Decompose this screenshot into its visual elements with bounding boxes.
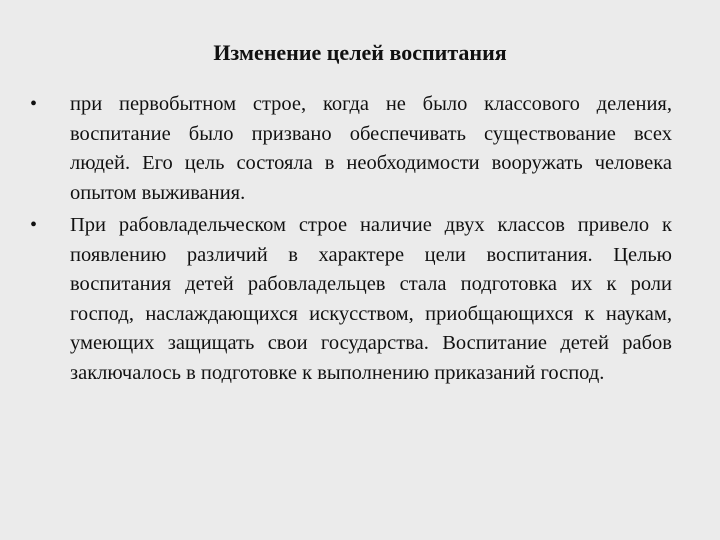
slide-title: Изменение целей воспитания bbox=[213, 40, 507, 65]
bullet-item bbox=[30, 211, 672, 388]
bullet-item bbox=[30, 90, 672, 208]
bullet-list bbox=[30, 90, 672, 391]
bullet-text: При рабовладельческом строе наличие двух классов привело к появлению различий в характере цели воспитания. Целью воспитания детей рабовладельцев стала подготовка их к роли господ, наслаждающихся искусством, приобщающихся к наукам, умеющих защищать свои государства. Воспитание детей рабов заключалось в подготовке к выполнению приказаний господ. bbox=[70, 214, 672, 384]
bullet-dot-icon: • bbox=[30, 93, 38, 115]
bullet-text: при первобытном строе, когда не было классового деления, воспитание было призвано обеспечивать существование всех людей. Его цель состояла в необходимости вооружать человека опытом выживания. bbox=[70, 93, 672, 204]
bullet-dot-icon: • bbox=[30, 214, 38, 236]
